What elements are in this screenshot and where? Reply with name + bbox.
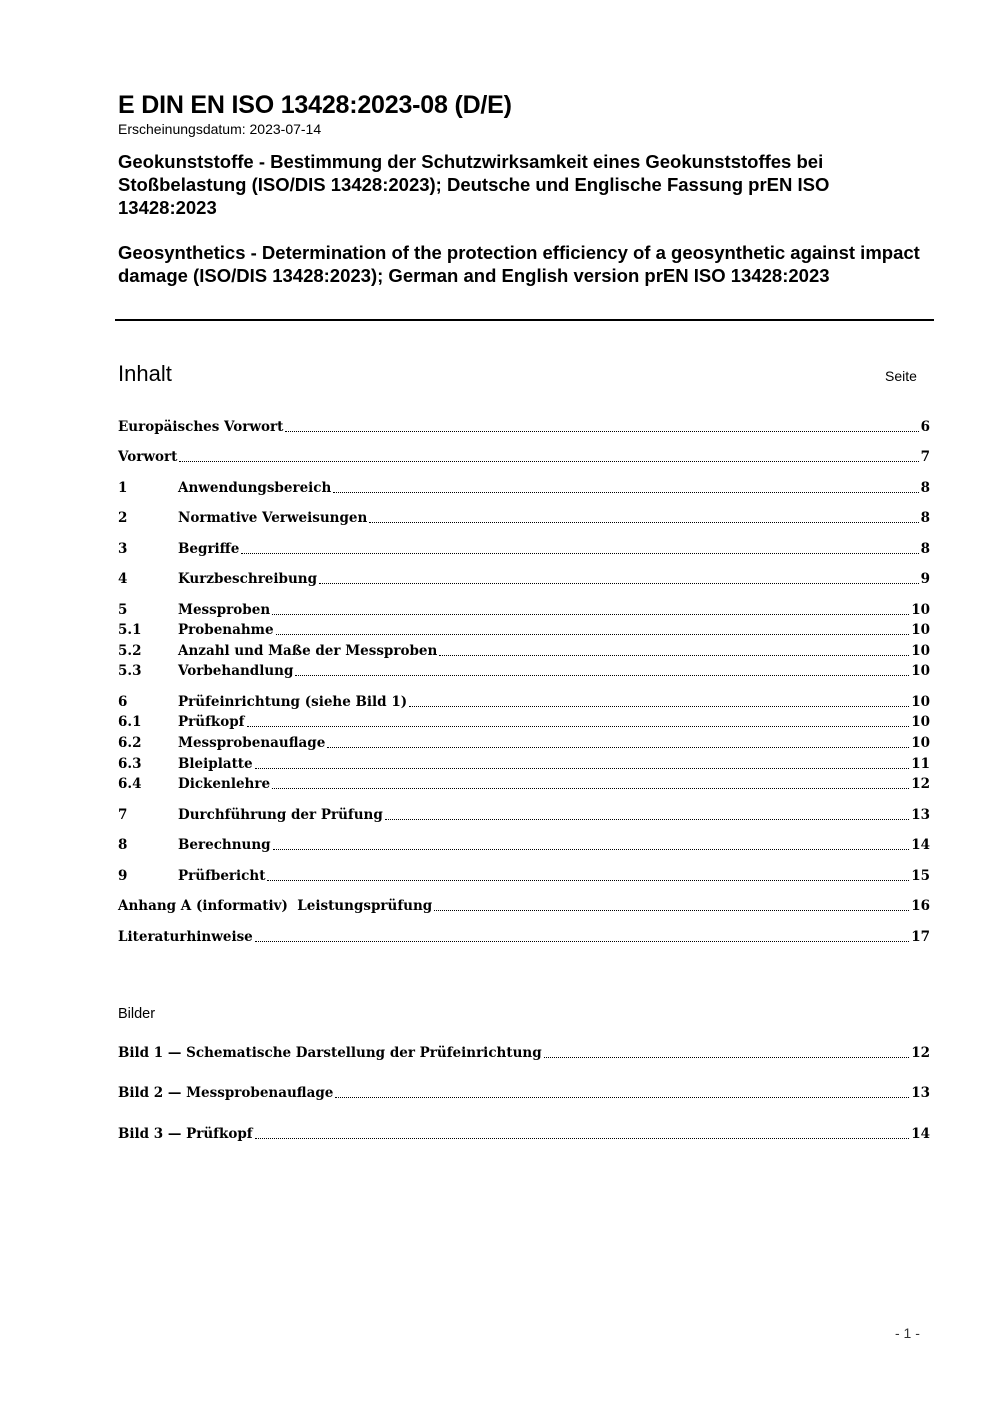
toc-page-label: Seite bbox=[885, 368, 917, 384]
toc-entry[interactable] bbox=[118, 641, 930, 661]
toc-entry-number: 6.4 bbox=[118, 776, 142, 792]
toc-leader bbox=[241, 552, 918, 554]
toc-entry-number: 4 bbox=[118, 571, 128, 587]
toc-entry-number: 6.3 bbox=[118, 756, 142, 772]
toc-leader bbox=[255, 940, 909, 942]
toc-entry-page: 11 bbox=[911, 756, 930, 772]
toc-leader bbox=[439, 654, 909, 656]
toc-entry-page: 10 bbox=[911, 735, 930, 751]
toc-leader bbox=[544, 1056, 910, 1058]
title-english: Geosynthetics - Determination of the protection efficiency of a geosynthetic against impact damage (ISO/DIS 13428:2023); German and English version prEN ISO 13428:2023 bbox=[118, 242, 920, 286]
toc-leader bbox=[327, 746, 909, 748]
toc-entry[interactable] bbox=[118, 896, 930, 916]
figure-entry-page: 12 bbox=[911, 1045, 930, 1061]
toc-leader bbox=[179, 460, 918, 462]
figure-entry[interactable] bbox=[118, 1083, 930, 1103]
page-number: - 1 - bbox=[895, 1325, 920, 1341]
toc-entry-title: Normative Verweisungen bbox=[178, 510, 368, 526]
toc-leader bbox=[333, 491, 918, 493]
toc-leader bbox=[369, 521, 918, 523]
toc-entry-title: Bleiplatte bbox=[178, 756, 253, 772]
figure-entry-title: Bild 2 — Messprobenauflage bbox=[118, 1085, 334, 1101]
document-id: E DIN EN ISO 13428:2023-08 (D/E) bbox=[118, 91, 512, 119]
toc-entry-title: Vorwort bbox=[118, 449, 178, 465]
toc-entry[interactable] bbox=[118, 569, 930, 589]
toc-entry-page: 16 bbox=[911, 898, 930, 914]
toc-entry-page: 17 bbox=[911, 929, 930, 945]
toc-entry-page: 8 bbox=[920, 510, 930, 526]
toc-entry-page: 10 bbox=[911, 694, 930, 710]
toc-leader bbox=[335, 1096, 909, 1098]
toc-entry-page: 10 bbox=[911, 643, 930, 659]
toc-entry[interactable] bbox=[118, 835, 930, 855]
toc-entry-title: Kurzbeschreibung bbox=[178, 571, 318, 587]
toc-entry-number: 5.2 bbox=[118, 643, 142, 659]
toc-entry[interactable] bbox=[118, 600, 930, 620]
toc-entry-title: Europäisches Vorwort bbox=[118, 419, 284, 435]
figures-heading: Bilder bbox=[118, 1006, 156, 1022]
toc-entry-number: 7 bbox=[118, 807, 128, 823]
toc-entry-number: 3 bbox=[118, 541, 128, 557]
figure-entry-page: 14 bbox=[911, 1126, 930, 1142]
toc-entry-page: 9 bbox=[920, 571, 930, 587]
toc-entry-page: 10 bbox=[911, 602, 930, 618]
toc-leader bbox=[273, 848, 910, 850]
toc-entry-title: Begriffe bbox=[178, 541, 240, 557]
toc-entry-title: Anzahl und Maße der Messproben bbox=[178, 643, 438, 659]
toc-entry-number: 9 bbox=[118, 868, 128, 884]
toc-entry-number: 1 bbox=[118, 480, 128, 496]
toc-leader bbox=[272, 613, 909, 615]
toc-entry-title: Durchführung der Prüfung bbox=[178, 807, 383, 823]
toc-entry-title: Messproben bbox=[178, 602, 271, 618]
toc-entry-number: 2 bbox=[118, 510, 128, 526]
header-divider bbox=[115, 319, 934, 321]
toc-entry-title: Prüfbericht bbox=[178, 868, 266, 884]
toc-entry-number: 5 bbox=[118, 602, 128, 618]
toc-entry-page: 8 bbox=[920, 541, 930, 557]
title-german: Geokunststoffe - Bestimmung der Schutzwirksamkeit eines Geokunststoffes bei Stoßbelastung (ISO/DIS 13428:2023); Deutsche und Englische Fassung prEN ISO 13428:2023 bbox=[118, 151, 830, 218]
toc-leader bbox=[276, 633, 910, 635]
toc-entry-number: 5.3 bbox=[118, 663, 142, 679]
toc-entry-title: Vorbehandlung bbox=[178, 663, 294, 679]
toc-entry[interactable] bbox=[118, 805, 930, 825]
toc-entry[interactable] bbox=[118, 692, 930, 712]
toc-leader bbox=[409, 705, 909, 707]
toc-entry-number: 6.2 bbox=[118, 735, 142, 751]
toc-entry[interactable] bbox=[118, 447, 930, 467]
toc-heading: Inhalt bbox=[118, 361, 172, 386]
toc-entry[interactable] bbox=[118, 712, 930, 732]
toc-entry-number: 6.1 bbox=[118, 714, 142, 730]
figure-entry-page: 13 bbox=[911, 1085, 930, 1101]
toc-entry-number: 5.1 bbox=[118, 622, 142, 638]
toc-entry[interactable] bbox=[118, 754, 930, 774]
toc-leader bbox=[255, 1137, 910, 1139]
toc-entry-title: Prüfkopf bbox=[178, 714, 245, 730]
figure-entry[interactable] bbox=[118, 1043, 930, 1063]
toc-entry[interactable] bbox=[118, 733, 930, 753]
toc-leader bbox=[247, 725, 910, 727]
toc-entry-title: Berechnung bbox=[178, 837, 271, 853]
toc-entry[interactable] bbox=[118, 417, 930, 437]
toc-entry-page: 14 bbox=[911, 837, 930, 853]
toc-entry-page: 7 bbox=[920, 449, 930, 465]
toc-entry-title: Messprobenauflage bbox=[178, 735, 326, 751]
document-header bbox=[118, 90, 933, 287]
toc-entry-page: 10 bbox=[911, 622, 930, 638]
toc-entry-page: 8 bbox=[920, 480, 930, 496]
toc-entry[interactable] bbox=[118, 508, 930, 528]
publication-date: Erscheinungsdatum: 2023-07-14 bbox=[118, 121, 322, 137]
toc-entry-page: 12 bbox=[911, 776, 930, 792]
toc-entry-page: 10 bbox=[911, 663, 930, 679]
figure-entry-title: Bild 1 — Schematische Darstellung der Prüfeinrichtung bbox=[118, 1045, 542, 1061]
toc-entry-page: 15 bbox=[911, 868, 930, 884]
toc-entry[interactable] bbox=[118, 774, 930, 794]
toc-leader bbox=[295, 674, 909, 676]
toc-entry[interactable] bbox=[118, 539, 930, 559]
toc-entry-title: Prüfeinrichtung (siehe Bild 1) bbox=[178, 694, 408, 710]
toc-entry[interactable] bbox=[118, 478, 930, 498]
toc-entry-number: 8 bbox=[118, 837, 128, 853]
figure-entry-title: Bild 3 — Prüfkopf bbox=[118, 1126, 253, 1142]
toc-entry[interactable] bbox=[118, 620, 930, 640]
toc-entry-page: 13 bbox=[911, 807, 930, 823]
toc-leader bbox=[272, 787, 909, 789]
toc-entry-page: 10 bbox=[911, 714, 930, 730]
toc-entry[interactable] bbox=[118, 927, 930, 947]
toc-entry-title: Anhang A (informativ) Leistungsprüfung bbox=[118, 898, 433, 914]
toc-entry-number: 6 bbox=[118, 694, 128, 710]
toc-entry[interactable] bbox=[118, 866, 930, 886]
toc-entry-title: Literaturhinweise bbox=[118, 929, 253, 945]
figure-entry[interactable] bbox=[118, 1124, 930, 1144]
toc-leader bbox=[267, 879, 909, 881]
toc-entry-title: Dickenlehre bbox=[178, 776, 271, 792]
toc-leader bbox=[385, 818, 909, 820]
toc-entry-page: 6 bbox=[920, 419, 930, 435]
toc-entry-title: Probenahme bbox=[178, 622, 274, 638]
toc-leader bbox=[255, 767, 910, 769]
toc-leader bbox=[434, 909, 909, 911]
toc-entry[interactable] bbox=[118, 661, 930, 681]
toc-leader bbox=[319, 582, 919, 584]
toc-entry-title: Anwendungsbereich bbox=[178, 480, 332, 496]
toc-leader bbox=[285, 430, 918, 432]
